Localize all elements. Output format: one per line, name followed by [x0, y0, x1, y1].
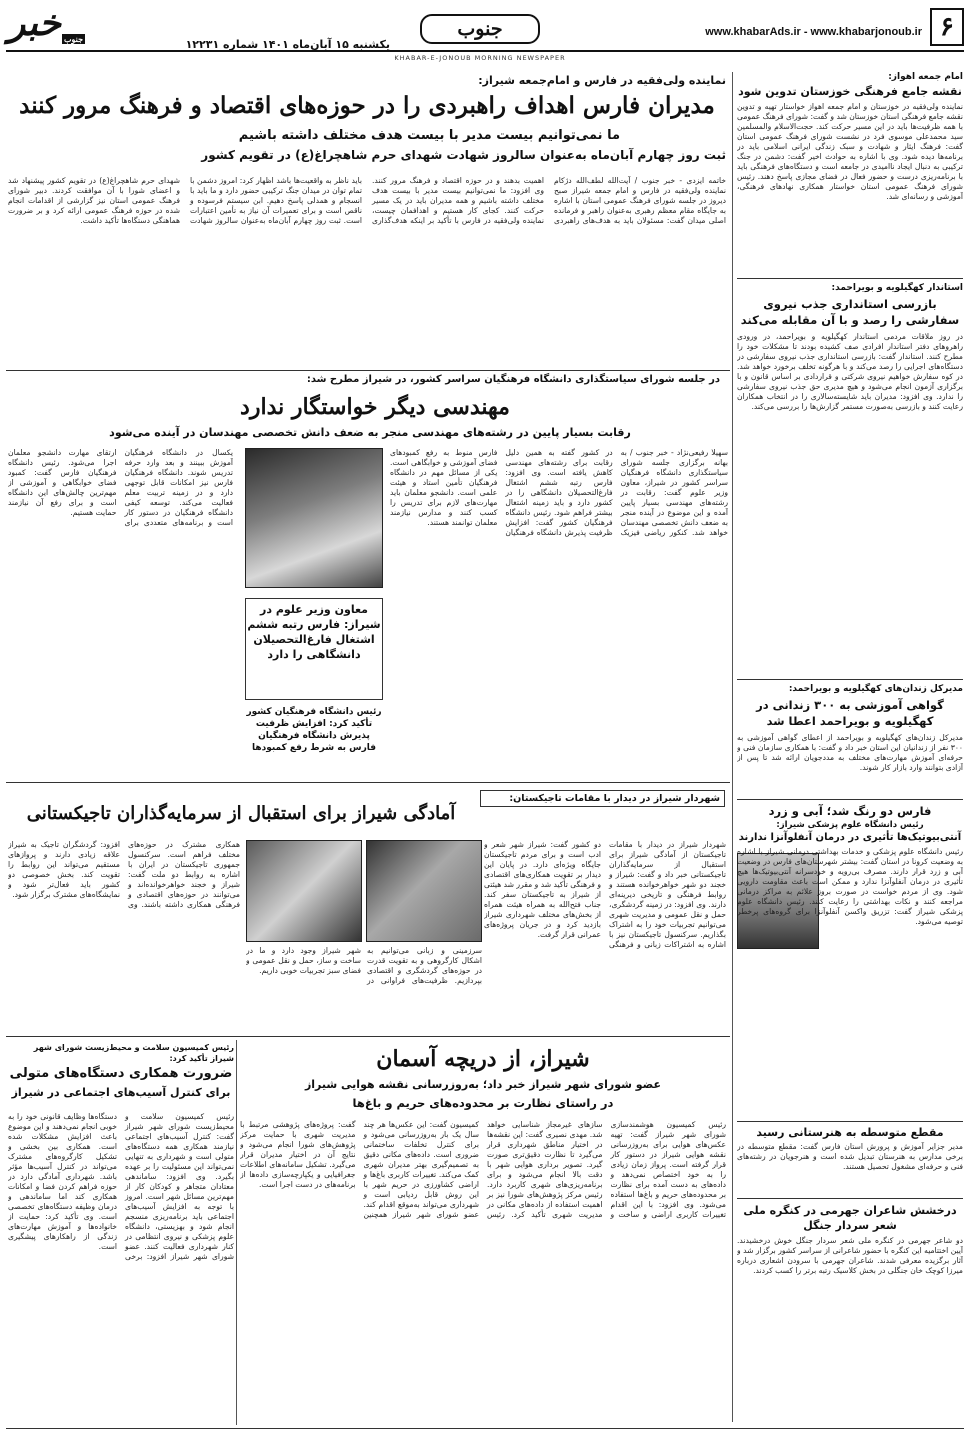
right-column-divider	[732, 72, 733, 1422]
cooperation-body: رئیس کمیسیون سلامت و محیط‌زیست شورای شهر شیراز گفت: کنترل آسیب‌های اجتماعی نیازمند همکاری همه دستگاه‌های متولی است و شهرداری به تنهایی نمی‌تواند این مسئولیت را بر عهده بگیرد. وی افزود: ساماندهی معتادان متجاهر و کودکان کار از مهم‌ترین مسائل شهر است. امروز با توجه به افزایش آسیب‌های اجتماعی باید برنامه‌ریزی منسجم انجام شود و بهزیستی، دانشگاه علوم پزشکی و نیروی انتظامی در کنار شهرداری فعالیت کنند.	[125, 1112, 234, 1251]
lead-bottom-rule	[6, 370, 730, 371]
tajik-headline: آمادگی شیراز برای استقبال از سرمایه‌گذاران تاجیکستانی	[26, 803, 456, 824]
a2-kicker: استاندار کهگیلویه و بویراحمد:	[831, 283, 963, 293]
a2-body: در روز ملاقات مردمی استاندار کهگیلویه و بویراحمد، در ورودی راهروهای دفتر استاندار افرادی صف کشیده بودند تا مشکلات خود را مطرح کنند. استاندار گفت: بازرسی استانداری جذب نیروی سفارشی در دستگاه‌های اجرایی را رصد می‌کند و با هرگونه تخلف برخورد خواهد شد. در کوه سفارش خواهیم نیروی شرکتی و قراردادی بر اساس قانون و با برگزاری آزمون انجام می‌شود و هیچ مدیری حق جذب نیروی سفارشی را ندارد. وی افزود: مدیران باید شایسته‌سالاری را در انتخاب همکاران رعایت کنند و بازرسی به‌صورت مستمر گزارش‌ها را بررسی می‌کند.	[737, 332, 963, 411]
a4-body: رئیس دانشگاه علوم پزشکی و خدمات بهداشتی درمانی شیراز با اشاره به وضعیت کرونا در استان گفت: بیشتر شهرستان‌های فارس در وضعیت آبی و زرد قرار دارند. مصرف بی‌رویه و خودسرانه آنتی‌بیوتیک‌ها هیچ تأثیری در درمان آنفلوآنزا ندارد و ممکن است باعث مقاومت دارویی شود. وی از مردم خواست در صورت بروز علائم به مراکز درمانی مراجعه کنند و نکات بهداشتی را رعایت کنند. رئیس دانشگاه علوم پزشکی شیراز گفت: تزریق واکسن آنفلوآنزا برای گروه‌های پرخطر توصیه می‌شود.	[737, 847, 963, 926]
tajik-kicker: شهردار شیراز در دیدار با مقامات تاجیکستان:	[480, 790, 725, 807]
a3-kicker: مدیرکل زندان‌های کهگیلویه و بویراحمد:	[788, 684, 963, 694]
sky-body-wrap: رئیس کمیسیون هوشمندسازی شورای شهر شیراز گفت: تهیه عکس‌های هوایی برای به‌روزرسانی نقشه هوایی شیراز در دستور کار قرار گرفته است. پرواز زمان زیادی را به خود اختصاص نمی‌دهد و داده‌های به دست آمده برای نظارت بر محدوده‌های حریم و باغ‌ها استفاده می‌شود. وی افزود: با این اقدام تغییرات کاربری اراضی و ساخت و سازهای غیرمجاز شناسایی خواهد شد. مهدی نصیری گفت: این نقشه‌ها در اختیار مناطق شهرداری قرار می‌گیرد تا نظارت دقیق‌تری صورت گیرد. تصویر برداری هوایی شهر با دقت بالا انجام می‌شود و برای برنامه‌ریزی‌های شهری کاربرد دارد. رئیس مرکز پژوهش‌های شورا نیز بر اهمیت استفاده از داده‌های مکانی در مدیریت شهری تأکید کرد. رئیس کمیسیون گفت: این عکس‌ها هر چند سال یک بار به‌روزرسانی می‌شود و برای کنترل تخلفات ساختمانی ضروری است. داده‌های مکانی دقیق به تصمیم‌گیری بهتر مدیران شهری کمک می‌کند. تغییرات کاربری باغ‌ها و اراضی کشاورزی در حریم شهر با این روش قابل ردیابی است و شهرداری می‌تواند به‌موقع اقدام کند. عضو شورای شهر شیراز همچنین گفت: پروژه‌های پژوهشی مرتبط با مدیریت شهری با حمایت مرکز پژوهش‌های شورا انجام می‌شود و نتایج آن در اختیار مدیران قرار می‌گیرد. تشکیل سامانه‌های اطلاعات جغرافیایی و یکپارچه‌سازی داده‌ها از برنامه‌های در دست اجرا است.	[240, 1120, 726, 1219]
a5-headline: مقطع متوسطه به هنرستانی رسید	[756, 1126, 944, 1139]
a4-kicker: رئیس دانشگاه علوم پزشکی شیراز:	[776, 820, 924, 830]
section-title: جنوب	[420, 14, 540, 44]
engineering-box-border	[245, 598, 383, 700]
sky-headline: شیراز، از دریچه آسمان	[376, 1046, 590, 1072]
tajik-body-right	[484, 840, 726, 1030]
page-bottom-rule	[6, 1428, 964, 1429]
lead-subhead-2: ثبت روز چهارم آبان‌ماه به‌عنوان سالروز شهادت شهدای حرم شاهچراغ(ع) در تقویم کشور	[201, 148, 726, 162]
engineering-box-headline: رئیس دانشگاه فرهنگیان کشور تأکید کرد: افزایش ظرفیت پذیرش دانشگاه فرهنگیان فارس به شرط رفع کمبودها	[246, 707, 382, 753]
lead-kicker: نماینده ولی‌فقیه در فارس و امام‌جمعه شیراز:	[478, 74, 726, 87]
tajik-col-left: همکاری مشترک در حوزه‌های مختلف فراهم است. سرکنسول جمهوری تاجیکستان در ایران با اشاره به روابط دو ملت گفت: شیراز و خجند خواهرخوانده‌اند و می‌توانند در حوزه‌های اقتصادی و فرهنگی همکاری داشته باشند. وی افزود: گردشگران تاجیک به شیراز علاقه زیادی دارند و پروازهای مستقیم می‌تواند این روابط را تقویت کند. بخش خصوصی دو کشور باید فعال‌تر شود و نمایشگاه‌های مشترک برگزار شود.	[8, 840, 240, 909]
tajik-body: شهردار شیراز در دیدار با مقامات تاجیکستان از آمادگی شیراز برای استقبال از سرمایه‌گذاران تاجیکستانی خبر داد و گفت: شیراز و خجند دو شهر خواهرخوانده هستند و روابط فرهنگی و تاریخی دیرینه‌ای دارند. وی افزود: در زمینه گردشگری، حمل و نقل عمومی و مدیریت شهری می‌توانیم تجربیات خود را به اشتراک بگذاریم. سرکنسول تاجیکستان نیز با اشاره به اشتراکات زبانی و فرهنگی دو کشور گفت: شیراز شهر شعر و ادب است و برای مردم تاجیکستان جایگاه ویژه‌ای دارد. در پایان این دیدار بر تقویت همکاری‌های اقتصادی و فرهنگی تأکید شد و مقرر شد هیئتی از شیراز به تاجیکستان سفر کند. جناب فتح‌الله به همراه هیئت همراه از بخش‌های مختلف شهرداری شیراز بازدید کرد و در جریان پروژه‌های عمرانی قرار گرفت.	[484, 840, 726, 949]
tajik-bottom-rule	[6, 1036, 730, 1037]
engineering-body-copy: یکسال در دانشگاه فرهنگیان آموزش ببینند و بعد وارد حرفه تدریس شوند. دانشگاه فرهنگیان فارس نیز امکانات قابل توجهی دارد و در زمینه تربیت معلم فعالیت می‌کند. توسعه کیفی دانشگاه فرهنگیان در دستور کار است و برنامه‌های متعددی برای ارتقای مهارت دانشجو معلمان اجرا می‌شود. رئیس دانشگاه فرهنگیان فارس گفت: کمبود فضای خوابگاهی و آموزشی از مهم‌ترین چالش‌های این دانشگاه است و برای رفع آن نیازمند حمایت هستیم.	[8, 448, 233, 527]
tajik-caption: سرزمینی و زبانی می‌توانیم به اشکال کارگروهی و به تقویت قدرت در حوزه‌های گردشگری و اقتصادی بپردازیم. ظرفیت‌های فراوانی در شهر شیراز وجود دارد و ما در ساخت و ساز، حمل و نقل عمومی و فضای سبز تجربیات خوبی داریم.	[246, 946, 482, 985]
cooperation-headline-1: ضرورت همکاری دستگاه‌های متولی	[9, 1066, 233, 1081]
a1-body: نماینده ولی‌فقیه در خوزستان و امام جمعه اهواز خواستار تهیه و تدوین نقشه جامع فرهنگی استان خوزستان شد و گفت: شورای فرهنگ عمومی با همه ظرفیت‌ها باید در این مسیر حرکت کند. حجت‌الاسلام والمسلمین سید محمدعلی موسوی فرد در نشست شورای فرهنگ عمومی استان گفت: فرهنگ ایثار و شهادت و سبک زندگی ایرانی اسلامی باید در برنامه‌ها دیده شود. وی با اشاره به حوادث اخیر گفت: دشمن در جنگ ترکیبی به دنبال ایجاد ناامیدی در جامعه است و دستگاه‌های فرهنگی باید با برنامه‌ریزی درست و حضور فعال در فضای مجازی پاسخ دهند. رئیس شورای فرهنگ عمومی استان خواستار همکاری نهادهای فرهنگی، آموزشی و رسانه‌ای شد.	[737, 102, 963, 201]
header-websites[interactable]: www.khabarAds.ir - www.khabarjonoub.ir	[705, 26, 922, 38]
date-line: یکشنبه ۱۵ آبان‌ماه ۱۴۰۱ شماره ۱۲۲۳۱	[185, 38, 390, 51]
tajik-photo-1	[246, 840, 362, 942]
cooperation-body-wrap: رئیس کمیسیون سلامت و محیط‌زیست شورای شهر شیراز گفت: کنترل آسیب‌های اجتماعی نیازمند همکاری همه دستگاه‌های متولی است و شهرداری به تنهایی نمی‌تواند این مسئولیت را بر عهده بگیرد. وی افزود: ساماندهی معتادان متجاهر و کودکان کار از مهم‌ترین مسائل شهر است. امروز با توجه به افزایش آسیب‌های اجتماعی باید برنامه‌ریزی منسجم انجام شود و بهزیستی، دانشگاه علوم پزشکی و نیروی انتظامی در کنار شهرداری فعالیت کنند. عضو شورای شهر شیراز افزود: برخی دستگاه‌ها وظایف قانونی خود را به خوبی انجام نمی‌دهند و این موضوع باعث افزایش مشکلات شده است. همکاری بین بخشی و تشکیل کارگروه‌های مشترک می‌تواند در کنترل آسیب‌ها مؤثر باشد. شهرداری آمادگی دارد در حوزه فراهم کردن فضا و امکانات همکاری کند اما ساماندهی و درمان وظیفه دستگاه‌های تخصصی است. وی تأکید کرد: حمایت از خانواده‌ها و آموزش مهارت‌های زندگی از راهکارهای پیشگیری است.	[8, 1112, 234, 1261]
a4-headline: فارس دو رنگ شد؛ آبی و زرد	[768, 804, 932, 818]
engineering-bottom-rule	[6, 782, 730, 783]
engineering-quote-display: معاون وزیر علوم در شیراز: فارس رتبه ششم اشتغال فارغ‌التحصیلان دانشگاهی را دارد	[247, 603, 381, 661]
newspaper-logo	[6, 2, 86, 48]
sky-subhead-1: عضو شورای شهر شیراز خبر داد؛ به‌روزرسانی نقشه هوایی شیراز	[304, 1078, 662, 1091]
cooperation-kicker: رئیس کمیسیون سلامت و محیط‌زیست شورای شهر شیراز تأکید کرد:	[33, 1043, 234, 1063]
cooperation-headline-2: برای کنترل آسیب‌های اجتماعی در شیراز	[11, 1086, 231, 1099]
a1-kicker: امام جمعه اهواز:	[888, 72, 963, 82]
engineering-headline: مهندسی دیگر خواستگار ندارد	[240, 394, 510, 420]
a6-body: دو شاعر جهرمی در کنگره ملی شعر سردار جنگل خوش درخشیدند. آیین اختتامیه این کنگره با حضور شاعرانی از سراسر کشور برگزار شد و آثار برگزیده معرفی شدند. شاعران جهرمی با سرودن اشعاری درباره میرزا کوچک خان جنگلی در بخش کلاسیک رتبه برتر را کسب کردند.	[737, 1236, 963, 1275]
engineering-subhead: رقابت بسیار پایین در رشته‌های مهندسی منجر به ضعف دانش تخصصی مهندسان در آینده می‌شود	[109, 426, 631, 439]
a1-headline: نقشه جامع فرهنگی خوزستان تدوین شود	[738, 85, 962, 98]
a5-body: مدیر جزایر آموزش و پرورش استان فارس گفت: مقطع متوسطه در برخی مدارس به هنرستان تبدیل شده است و هنرجویان در رشته‌های فنی و حرفه‌ای مشغول تحصیل هستند.	[737, 1142, 963, 1171]
logo-sub: جنوب	[64, 34, 84, 44]
sky-subhead-2: در راستای نظارت بر محدوده‌های حریم و باغ‌ها	[352, 1096, 614, 1110]
engineering-body: سهیلا رفیعی‌نژاد - خبر جنوب / به بهانه برگزاری جلسه شورای سیاستگذاری دانشگاه فرهنگیان سراسر کشور در شیراز، معاون وزیر علوم گفت: رقابت در رشته‌های مهندسی بسیار پایین آمده و این موضوع در آینده منجر به ضعف دانش تخصصی مهندسان خواهد شد. کنکور ریاضی فیزیک در کشور گفته به همین دلیل رقابت برای رشته‌های مهندسی کاهش یافته است. وی افزود: فارس رتبه ششم اشتغال فارغ‌التحصیلان دانشگاهی را در کشور دارد و باید زمینه اشتغال بیشتر فراهم شود. رئیس دانشگاه فرهنگیان کشور گفت: افزایش ظرفیت پذیرش دانشگاه فرهنگیان فارس منوط به رفع کمبودهای فضای آموزشی و خوابگاهی است. یکی از مسائل مهم در دانشگاه فرهنگیان تأمین استاد و هیئت علمی است. دانشجو معلمان باید مهارت‌های لازم برای تدریس را کسب کنند و مدارس نیازمند معلمان توانمند هستند.	[390, 448, 728, 537]
logo-main: خبر	[8, 2, 61, 44]
a6-headline: درخشش شاعران جهرمی در کنگره ملی شعر سردار جنگل	[743, 1204, 957, 1232]
right-column	[737, 72, 963, 1427]
bottom-left-divider	[236, 1040, 237, 1425]
a3-headline: گواهی آموزشی به ۳۰۰ زندانی در کهگیلویه و بویراحمد اعطا شد	[756, 698, 944, 728]
a3-body: مدیرکل زندان‌های کهگیلویه و بویراحمد از اعطای گواهی آموزشی به ۳۰۰ نفر از زندانیان این استان خبر داد و گفت: با همکاری سازمان فنی و حرفه‌ای آموزش مهارت‌های مختلف به مددجویان ارائه شد تا پس از آزادی بتوانند وارد بازار کار شوند.	[737, 733, 963, 772]
lead-subhead-1: ما نمی‌توانیم بیست مدیر با بیست هدف مختلف داشته باشیم	[238, 128, 620, 143]
engineering-body-right	[390, 448, 728, 778]
engineering-photo	[245, 448, 383, 588]
tajik-photo-2	[366, 840, 482, 942]
sky-body: رئیس کمیسیون هوشمندسازی شورای شهر شیراز گفت: تهیه عکس‌های هوایی برای به‌روزرسانی نقشه هوایی شیراز در دستور کار قرار گرفته است. پرواز زمان زیادی را به خود اختصاص نمی‌دهد و داده‌های به دست آمده برای نظارت بر محدوده‌های حریم و باغ‌ها استفاده می‌شود. وی افزود: با این اقدام تغییرات کاربری اراضی و ساخت و سازهای غیرمجاز شناسایی خواهد شد. مهدی نصیری گفت: این نقشه‌ها در اختیار مناطق شهرداری قرار می‌گیرد تا نظارت دقیق‌تری صورت گیرد. تصویر برداری هوایی شهر با دقت بالا انجام می‌شود و برای برنامه‌ریزی‌های شهری کاربرد دارد. رئیس مرکز پژوهش‌های شورا نیز بر اهمیت استفاده از داده‌های مکانی در مدیریت شهری تأکید کرد.	[487, 1120, 726, 1219]
lead-body: خاتمه ایزدی - خبر جنوب / آیت‌الله لطف‌الله دژکام نماینده ولی‌فقیه در فارس و امام جمعه شیراز صبح دیروز در جلسه شورای فرهنگ عمومی استان با اشاره به جایگاه مقام معظم رهبری به‌عنوان راهبر و فرمانده اصلی میدان گفت: مسئولان باید به هدف‌های راهبردی اهمیت بدهند و در حوزه اقتصاد و فرهنگ مرور کنند. وی افزود: ما نمی‌توانیم بیست مدیر با بیست هدف مختلف داشته باشیم و همه مدیران باید در یک مسیر حرکت کنند. کجای کار هستیم و اهدافمان چیست، نماینده ولی‌فقیه در فارس با تأکید بر اینکه هدف‌گذاری باید ناظر به واقعیت‌ها باشد اظهار کرد: امروز دشمن با تمام توان در میدان جنگ ترکیبی حضور دارد و ما باید با انسجام و همدلی پاسخ دهیم. ابن سیستم فرسوده و ناقص است و برای تعمیرات آن نیاز به تأمین اعتبارات است. ثبت روز چهارم آبان‌ماه به‌عنوان سالروز شهادت شهدای حرم شاهچراغ(ع) در تقویم کشور پیشنهاد شد و اعضای شورا با آن موافقت کردند. دبیر شورای فرهنگ عمومی استان نیز گزارشی از اقدامات انجام شده در حوزه فرهنگ عمومی ارائه کرد و بر ضرورت هماهنگی دستگاه‌ها تأکید داشت.	[8, 176, 726, 225]
a2-headline: بازرسی استانداری جذب نیروی سفارشی را رصد و با آن مقابله می‌کند	[740, 297, 960, 327]
lead-headline: مدیران فارس اهداف راهبردی را در حوزه‌های اقتصاد و فرهنگ مرور کنند	[19, 92, 715, 119]
a4-subhead: آنتی‌بیوتیک‌ها تأثیری در درمان آنفلوآنزا ندارند	[738, 832, 962, 843]
english-banner: KHABAR-E-JONOUB MORNING NEWSPAPER	[394, 54, 566, 62]
engineering-col-left	[8, 448, 233, 778]
page-number: ۶	[930, 8, 964, 46]
engineering-kicker: در جلسه شورای سیاستگذاری دانشگاه فرهنگیان سراسر کشور، در شیراز مطرح شد:	[306, 374, 720, 385]
